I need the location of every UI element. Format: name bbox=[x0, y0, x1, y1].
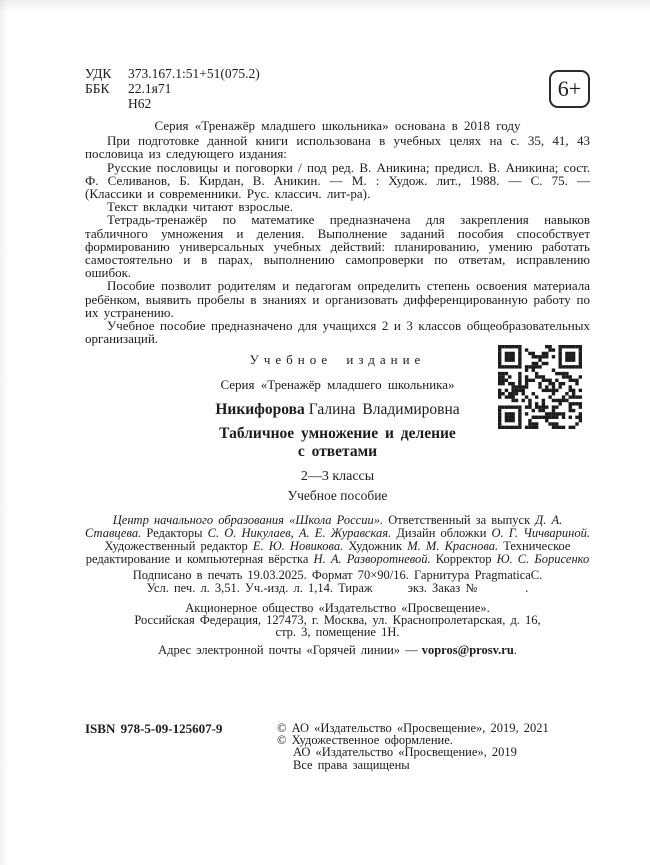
credit-role: Художественный редактор bbox=[104, 538, 253, 553]
copyright-line2: © Художественное оформление. bbox=[277, 733, 453, 748]
credit-role: Техническое редактирование и компьютерная вёрстка bbox=[85, 538, 571, 566]
classification-codes bbox=[85, 66, 590, 111]
isbn: ISBN 978-5-09-125607-9 bbox=[85, 721, 223, 736]
imprint-line2-mid: экз. Заказ № bbox=[407, 580, 478, 595]
credit-person: Н. А. Разворотневой. bbox=[313, 551, 431, 566]
series-founding-note: Серия «Тренажёр младшего школьника» основана в 2018 году bbox=[154, 118, 521, 133]
author-surname: Никифорова bbox=[215, 400, 305, 418]
copyright-line1: © АО «Издательство «Просвещение», 2019, 2021 bbox=[277, 721, 549, 735]
credit-person: Д. А. Ставцева. bbox=[85, 513, 563, 541]
udk-value: 373.167.1:51+51(075.2) bbox=[128, 66, 260, 81]
annotation-paragraph-description: Тетрадь-тренажёр по математике предназначена для закрепления навыков табличного умножения и деления. Выполнение заданий пособия способствует формированию универсальных учебных действий: планированию, умению работать самостоятельно и в парах, выполнению самопроверки по ответам, исправлению ошибок. bbox=[85, 212, 590, 281]
author-sign-line bbox=[85, 96, 590, 111]
annotation-paragraph-parents: Пособие позволит родителям и педагогам определить степень освоения материала ребёнком, выявить пробелы в знаниях и организовать дифференцированную работу по их устранению. bbox=[85, 278, 590, 320]
credit-person: Е. Ю. Новикова. bbox=[252, 538, 344, 553]
book-title bbox=[85, 425, 590, 461]
hotline-prefix: Адрес электронной почты «Горячей линии» — bbox=[158, 643, 418, 658]
age-rating-badge: 6+ bbox=[549, 70, 590, 108]
credit-person: Центр начального образования «Школа России». bbox=[112, 513, 384, 528]
bbk-label: ББК bbox=[85, 81, 110, 96]
edition-kind: Учебное пособие bbox=[287, 488, 388, 504]
imprint-line2-start: Усл. печ. л. 3,51. Уч.-изд. л. 1,14. Тираж bbox=[146, 580, 373, 595]
credit-person: М. М. Краснова. bbox=[407, 538, 499, 553]
author-sign: Н62 bbox=[128, 96, 152, 111]
author-given-name: Галина Владимировна bbox=[308, 400, 460, 418]
bbk-value: 22.1я71 bbox=[128, 81, 172, 96]
annotation-paragraph-bibliography: Русские пословицы и поговорки / под ред. В. Аникина; предисл. В. Аникина; сост. Ф. Селиванов, Б. Кирдан, В. Аникин. — М. : Худож. лит., 1988. — С. 75. — (Классики и современники. Рус. классич. лит-ра). bbox=[85, 159, 590, 202]
qr-code-icon bbox=[498, 345, 582, 429]
grades-line: 2—3 классы bbox=[300, 468, 375, 484]
credit-person: О. Г. Чичвариной. bbox=[491, 526, 590, 541]
credit-person: Ю. С. Борисенко bbox=[496, 551, 590, 566]
hotline-line bbox=[85, 644, 590, 657]
book-title-line1: Табличное умножение и деление bbox=[219, 424, 456, 442]
publisher-address-line1: Российская Федерация, 127473, г. Москва, ул. Краснопролетарская, д. 16, bbox=[134, 613, 541, 628]
page-content bbox=[85, 66, 590, 772]
imprint-line2-end: . bbox=[525, 580, 529, 595]
credit-role: Ответственный за выпуск bbox=[383, 513, 536, 528]
imprint-line1: Подписано в печать 19.03.2025. Формат 70×90/16. Гарнитура PragmaticaC. bbox=[132, 568, 543, 583]
annotation-paragraph-sources: При подготовке данной книги использована в учебных целях на с. 35, 41, 43 пословица из следующего издания: bbox=[85, 133, 590, 162]
udk-line bbox=[85, 66, 590, 81]
imprint-block bbox=[85, 569, 590, 593]
bbk-line bbox=[85, 81, 590, 96]
credit-role: Корректор bbox=[430, 551, 497, 566]
annotation-block bbox=[85, 134, 590, 345]
copyright-block bbox=[277, 722, 549, 771]
publisher-address-line2: стр. 3, помещение 1Н. bbox=[275, 625, 400, 640]
credit-role: Художник bbox=[343, 538, 408, 553]
copyright-line4: Все права защищены bbox=[293, 757, 410, 772]
annotation-paragraph-insert-note: Текст вкладки читают взрослые. bbox=[107, 199, 293, 215]
edition-type: Учебное издание bbox=[249, 352, 426, 368]
udk-label: УДК bbox=[85, 66, 112, 81]
publisher-block bbox=[85, 602, 590, 639]
book-title-line2: с ответами bbox=[297, 442, 378, 460]
hotline-suffix: . bbox=[513, 643, 517, 658]
annotation-paragraph-audience: Учебное пособие предназначено для учащихся 2 и 3 классов общеобразовательных организаций. bbox=[85, 318, 590, 347]
hotline-email: vopros@prosv.ru bbox=[421, 643, 514, 658]
copyright-line3: АО «Издательство «Просвещение», 2019 bbox=[293, 745, 517, 760]
imprint-line2 bbox=[85, 582, 590, 594]
publisher-name: Акционерное общество «Издательство «Просвещение». bbox=[185, 600, 490, 615]
edition-series: Серия «Тренажёр младшего школьника» bbox=[220, 376, 455, 392]
credits-paragraph bbox=[85, 514, 590, 565]
credit-person: С. О. Никулаев, А. Е. Журавская. bbox=[207, 526, 392, 541]
credit-role: Дизайн обложки bbox=[391, 526, 492, 541]
credit-role: Редакторы bbox=[141, 526, 208, 541]
